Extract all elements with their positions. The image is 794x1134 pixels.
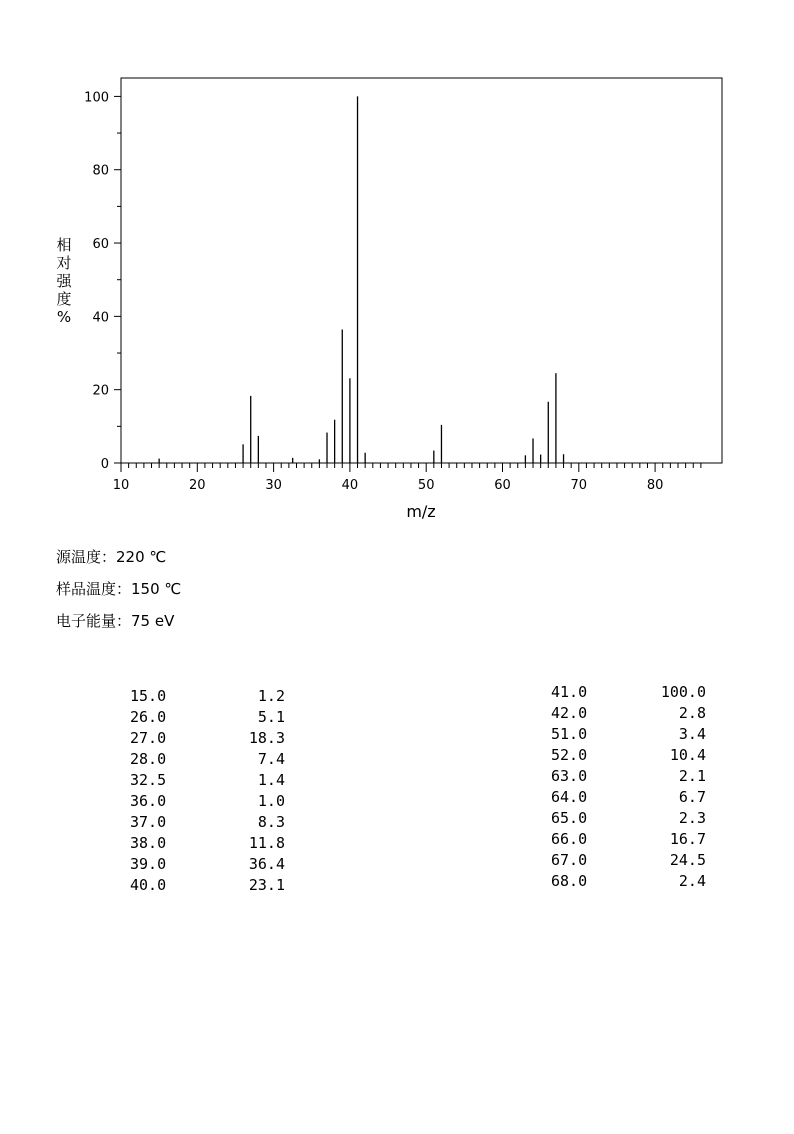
peak-table-row (551, 808, 706, 829)
peak-mz: 32.5 (130, 771, 167, 789)
peak-intensity: 100.0 (660, 683, 706, 701)
x-axis-label: m/z (406, 502, 436, 521)
peak-table-row (551, 850, 706, 871)
y-axis-label-char: 相 (56, 236, 72, 254)
peak-table-row (551, 745, 706, 766)
peak-table-row (551, 829, 706, 850)
peak-intensity: 1.2 (257, 687, 285, 705)
peak-mz: 64.0 (551, 788, 588, 806)
peak-intensity: 3.4 (678, 725, 706, 743)
peak-table-row (130, 854, 285, 875)
peak-table-row (130, 833, 285, 854)
y-axis-label (56, 236, 72, 326)
x-tick-label: 60 (494, 478, 511, 493)
peak-intensity: 5.1 (257, 708, 285, 726)
peak-intensity: 2.1 (678, 767, 706, 785)
x-tick-label: 30 (265, 478, 282, 493)
peak-mz: 41.0 (551, 683, 588, 701)
peak-mz: 36.0 (130, 792, 167, 810)
peak-table-row (130, 812, 285, 833)
peak-mz: 63.0 (551, 767, 588, 785)
x-tick-label: 70 (570, 478, 588, 493)
peak-table-row (130, 728, 285, 749)
peak-table-row (130, 686, 285, 707)
peak-intensity: 11.8 (248, 834, 285, 852)
peak-table-row (551, 703, 706, 724)
peak-mz: 38.0 (130, 834, 167, 852)
peak-mz: 15.0 (130, 687, 167, 705)
peak-mz: 66.0 (551, 830, 588, 848)
peak-intensity: 23.1 (248, 876, 285, 894)
peak-mz: 51.0 (551, 725, 588, 743)
peak-mz: 39.0 (130, 855, 167, 873)
peak-mz: 65.0 (551, 809, 588, 827)
plot-frame (121, 78, 722, 463)
y-tick-label: 20 (92, 383, 109, 399)
x-tick-label: 10 (112, 478, 130, 493)
peak-intensity: 1.0 (257, 792, 285, 810)
peak-table-row (130, 749, 285, 770)
peak-intensity: 16.7 (669, 830, 706, 848)
x-tick-label: 40 (341, 478, 359, 493)
electron-energy: 电子能量：75 eV (56, 612, 175, 630)
y-tick-label: 40 (92, 310, 109, 326)
y-axis-label-char: 对 (56, 254, 72, 272)
peak-mz: 26.0 (130, 708, 167, 726)
peak-mz: 27.0 (130, 729, 167, 747)
peak-table-left (130, 686, 285, 896)
peak-table-row (130, 770, 285, 791)
peak-intensity: 1.4 (257, 771, 285, 789)
x-tick-label: 20 (189, 478, 206, 493)
peak-mz: 40.0 (130, 876, 167, 894)
peak-intensity: 24.5 (669, 851, 706, 869)
spectrum-peaks (159, 96, 563, 463)
peak-mz: 28.0 (130, 750, 167, 768)
y-axis-label-char: % (56, 308, 72, 326)
y-tick-label: 60 (92, 237, 109, 253)
peak-table-row (130, 875, 285, 896)
x-axis (113, 463, 701, 493)
peak-mz: 37.0 (130, 813, 167, 831)
peak-intensity: 10.4 (669, 746, 706, 764)
y-tick-label: 80 (92, 163, 109, 179)
source-temperature: 源温度：220 ℃ (56, 548, 167, 566)
peak-table-row (551, 766, 706, 787)
x-tick-label: 80 (646, 478, 664, 493)
y-axis-label-char: 度 (56, 290, 72, 308)
y-tick-label: 0 (100, 457, 109, 472)
peak-intensity: 8.3 (257, 813, 285, 831)
x-tick-label: 50 (417, 478, 435, 493)
peak-mz: 52.0 (551, 746, 588, 764)
peak-intensity: 7.4 (257, 750, 285, 768)
peak-table-row (551, 871, 706, 892)
peak-mz: 68.0 (551, 872, 588, 890)
sample-temperature: 样品温度：150 ℃ (56, 580, 182, 598)
peak-intensity: 18.3 (248, 729, 285, 747)
peak-intensity: 2.4 (678, 872, 706, 890)
peak-table-row (130, 707, 285, 728)
peak-table-right (551, 682, 706, 892)
peak-intensity: 6.7 (678, 788, 706, 806)
peak-table-row (551, 724, 706, 745)
y-axis-label-char: 强 (56, 272, 72, 290)
peak-intensity: 2.8 (678, 704, 706, 722)
peak-table-row (130, 791, 285, 812)
y-tick-label: 100 (84, 90, 109, 106)
peak-mz: 42.0 (551, 704, 588, 722)
y-axis (84, 90, 121, 472)
mass-spectrum-chart (0, 0, 794, 540)
peak-table-row (551, 787, 706, 808)
peak-table-row (551, 682, 706, 703)
peak-intensity: 2.3 (678, 809, 706, 827)
peak-intensity: 36.4 (248, 855, 285, 873)
peak-mz: 67.0 (551, 851, 588, 869)
